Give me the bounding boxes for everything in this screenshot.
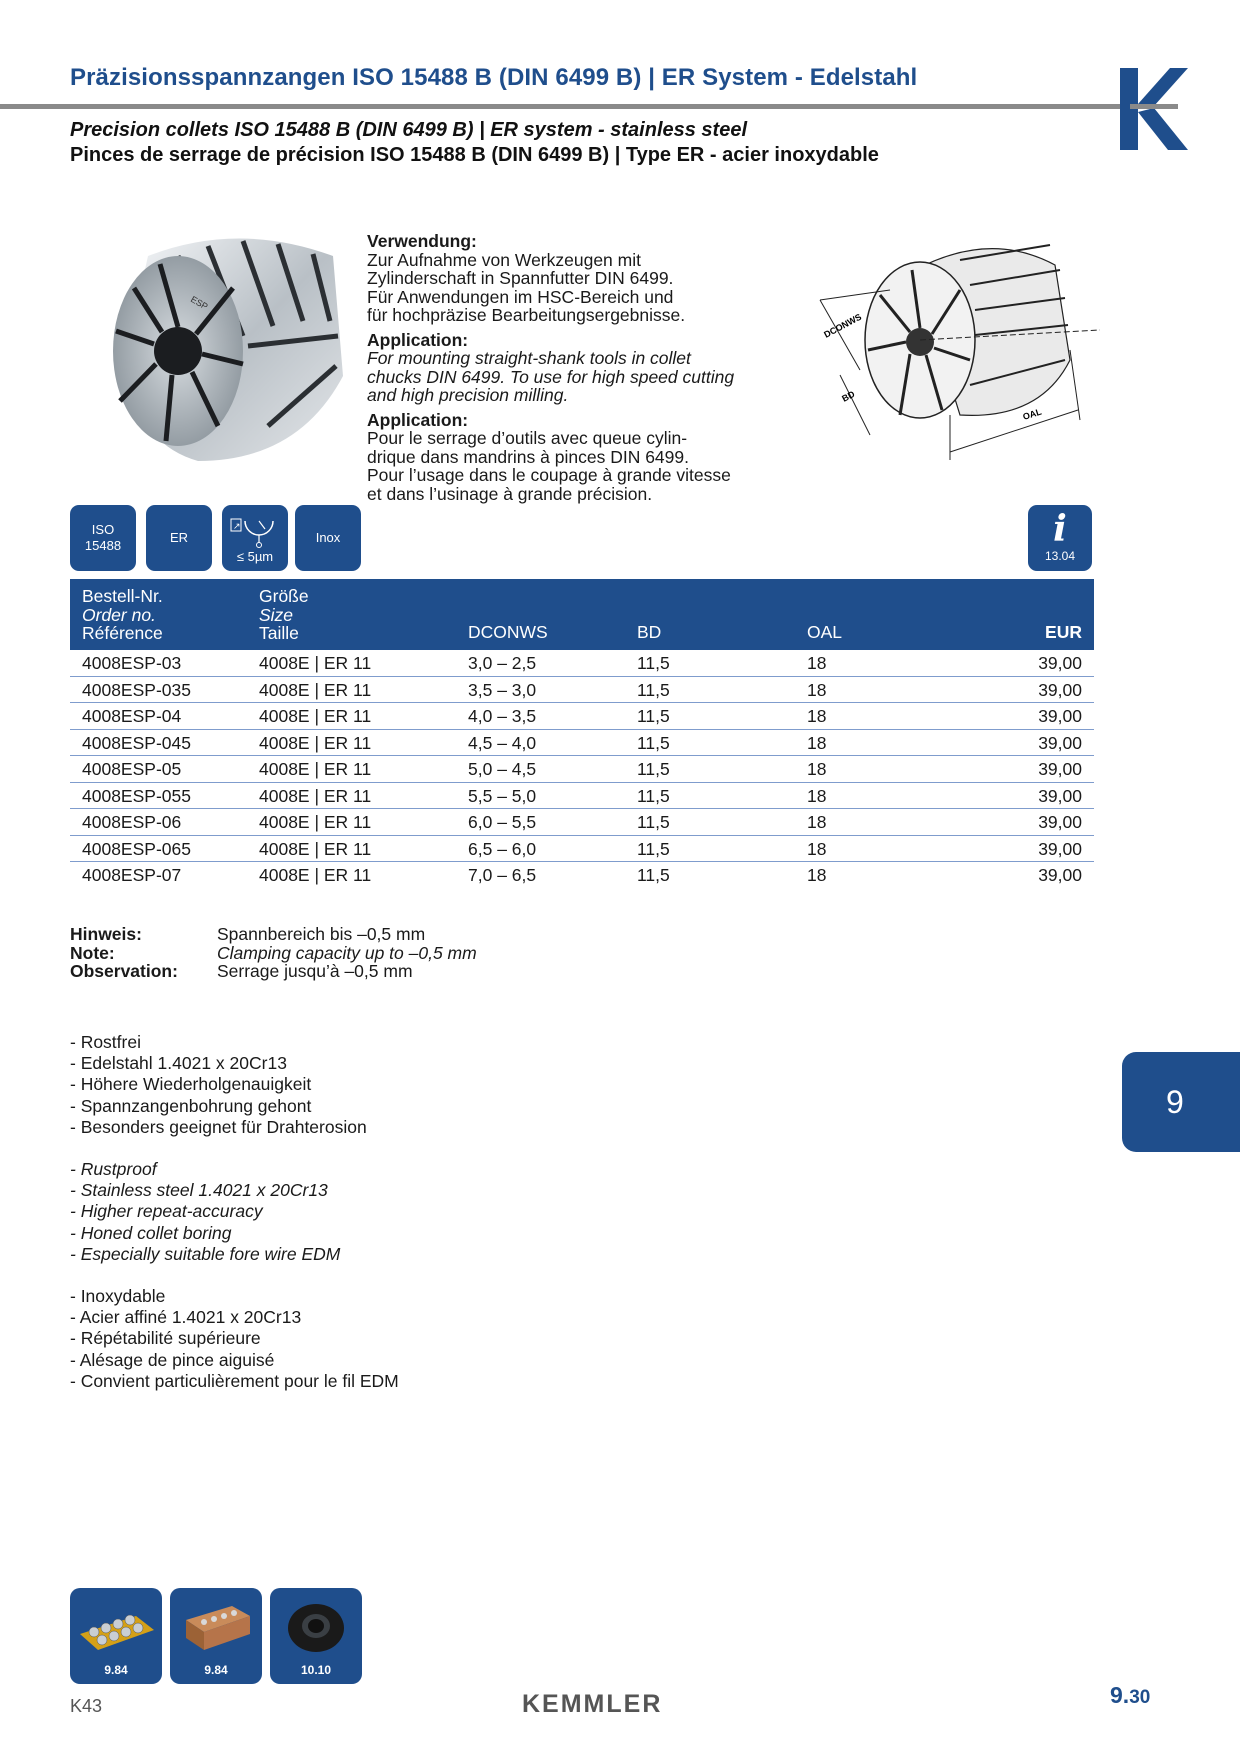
header-size-de: Größe	[259, 586, 309, 606]
note-value-de: Spannbereich bis –0,5 mm	[217, 924, 426, 944]
usage-line-en: chucks DIN 6499. To use for high speed cutting	[367, 366, 735, 387]
note-label-fr: Observation:	[70, 961, 178, 981]
usage-line-fr: Pour l’usage dans le coupage à grande vitesse	[367, 465, 731, 485]
subtitle-en: Precision collets ISO 15488 B (DIN 6499 B) | ER system - stainless steel	[70, 119, 748, 141]
info-icon: i	[1053, 508, 1067, 550]
table-row	[70, 783, 1094, 810]
feature-item: - Honed collet boring	[70, 1222, 232, 1243]
feature-item: - Inoxydable	[70, 1286, 166, 1307]
feature-item: - Besonders geeignet für Drahterosion	[70, 1116, 367, 1137]
collet-marking: ESP	[189, 294, 210, 312]
page-main: 9.	[1110, 1682, 1130, 1708]
cell-bd: 11,5	[637, 653, 670, 673]
subtitle-fr: Pinces de serrage de précision ISO 15488 B (DIN 6499 B) | Type ER - acier inoxydable	[70, 144, 879, 166]
cell-oal: 18	[807, 785, 827, 806]
cell-dconws: 5,5 – 5,0	[468, 785, 537, 806]
feature-item: - Higher repeat-accuracy	[70, 1201, 263, 1222]
table-row	[70, 862, 1094, 889]
iso-badge-line: 15488	[84, 538, 122, 553]
header-size	[259, 587, 309, 643]
cell-size: 4008E | ER 11	[259, 838, 372, 859]
table-row	[70, 677, 1094, 704]
cell-order: 4008ESP-04	[82, 706, 182, 726]
cell-order: 4008ESP-07	[82, 865, 182, 885]
cell-oal: 18	[807, 732, 827, 753]
cell-dconws: 5,0 – 4,5	[468, 759, 537, 779]
title-divider	[0, 104, 1120, 109]
table-body	[70, 650, 1094, 889]
catalog-code: K43	[70, 1696, 103, 1716]
feature-item: - Spannzangenbohrung gehont	[70, 1095, 312, 1116]
label-oal: OAL	[1021, 406, 1043, 422]
cell-oal: 18	[807, 812, 827, 832]
usage-line-en: and high precision milling.	[367, 385, 569, 405]
header-bd: BD	[637, 622, 662, 642]
note-label-de: Hinweis:	[70, 924, 142, 944]
chapter-tab[interactable]: 9	[1122, 1052, 1240, 1152]
usage-heading-de: Verwendung:	[367, 231, 477, 251]
note-label-en: Note:	[70, 942, 115, 963]
related-clamping-nut[interactable]	[270, 1588, 362, 1684]
cell-dconws: 6,5 – 6,0	[468, 838, 537, 859]
info-badge[interactable]	[1028, 505, 1092, 571]
header-size-fr: Taille	[259, 623, 299, 643]
usage-description	[367, 232, 787, 509]
iso-badge	[70, 505, 136, 571]
usage-line-fr: drique dans mandrins à pinces DIN 6499.	[367, 446, 689, 467]
usage-line-de: Für Anwendungen im HSC-Bereich und	[367, 286, 674, 307]
cell-bd: 11,5	[637, 759, 670, 779]
header-eur: EUR	[1045, 622, 1082, 642]
cell-dconws: 4,0 – 3,5	[468, 706, 537, 726]
feature-group-de	[70, 1032, 399, 1138]
product-table	[70, 579, 1094, 889]
cell-eur: 39,00	[1038, 865, 1082, 885]
cell-size: 4008E | ER 11	[259, 865, 372, 885]
info-reference: 13.04	[1044, 549, 1076, 563]
header-dconws: DCONWS	[468, 622, 548, 642]
brand-name: KEMMLER	[522, 1690, 663, 1718]
cell-bd: 11,5	[637, 812, 670, 832]
related-collet-set[interactable]	[70, 1588, 162, 1684]
feature-item: - Alésage de pince aiguisé	[70, 1349, 275, 1370]
related-wooden-box[interactable]	[170, 1588, 262, 1684]
label-dconws: DCONWS	[822, 311, 864, 340]
feature-item: - Répétabilité supérieure	[70, 1328, 261, 1349]
cell-bd: 11,5	[637, 732, 670, 753]
table-row	[70, 756, 1094, 783]
cell-oal: 18	[807, 759, 827, 779]
cell-oal: 18	[807, 653, 827, 673]
cell-order: 4008ESP-065	[82, 838, 191, 859]
cell-oal: 18	[807, 838, 827, 859]
feature-item: - Stainless steel 1.4021 x 20Cr13	[70, 1180, 328, 1201]
cell-size: 4008E | ER 11	[259, 759, 372, 779]
cell-order: 4008ESP-055	[82, 785, 191, 806]
table-row	[70, 836, 1094, 863]
cell-order: 4008ESP-06	[82, 812, 182, 832]
note-value-fr: Serrage jusqu’à –0,5 mm	[217, 961, 413, 981]
cell-eur: 39,00	[1038, 732, 1082, 753]
header-size-en: Size	[259, 604, 294, 625]
feature-item: - Rustproof	[70, 1159, 157, 1180]
cell-size: 4008E | ER 11	[259, 706, 372, 726]
feature-item: - Convient particulièrement pour le fil EDM	[70, 1370, 399, 1391]
dimension-drawing	[810, 230, 1100, 480]
header-order-de: Bestell-Nr.	[82, 586, 163, 606]
feature-item: - Rostfrei	[70, 1032, 141, 1052]
header-order-en: Order no.	[82, 604, 156, 625]
cell-dconws: 4,5 – 4,0	[468, 732, 537, 753]
usage-line-fr: et dans l’usinage à grande précision.	[367, 483, 653, 504]
cell-size: 4008E | ER 11	[259, 812, 372, 832]
usage-line-de: Zylinderschaft in Spannfutter DIN 6499.	[367, 268, 674, 288]
cell-bd: 11,5	[637, 679, 670, 700]
feature-group-fr	[70, 1286, 399, 1392]
usage-heading-fr: Application:	[367, 409, 469, 430]
feature-item: - Höhere Wiederholgenauigkeit	[70, 1074, 312, 1095]
cell-bd: 11,5	[637, 706, 670, 726]
table-header	[70, 579, 1094, 650]
cell-size: 4008E | ER 11	[259, 653, 372, 673]
feature-item: - Especially suitable fore wire EDM	[70, 1243, 341, 1264]
header-order	[82, 587, 163, 643]
dial-gauge-icon	[227, 515, 283, 549]
related-ref: 9.84	[104, 1663, 128, 1677]
usage-line-de: für hochpräzise Bearbeitungsergebnisse.	[367, 305, 686, 325]
related-ref: 9.84	[204, 1663, 228, 1677]
table-row	[70, 650, 1094, 677]
iso-badge-line: ISO	[91, 522, 115, 537]
cell-order: 4008ESP-045	[82, 732, 191, 753]
cell-eur: 39,00	[1038, 838, 1082, 859]
usage-line-fr: Pour le serrage d’outils avec queue cylin-	[367, 428, 688, 448]
table-row	[70, 730, 1094, 757]
wooden-box-icon	[176, 1594, 256, 1656]
collet-set-tray-icon	[76, 1594, 156, 1656]
runout-value: ≤ 5µm	[236, 549, 274, 564]
cell-eur: 39,00	[1038, 759, 1082, 779]
cell-eur: 39,00	[1038, 653, 1082, 673]
cell-eur: 39,00	[1038, 785, 1082, 806]
cell-dconws: 3,5 – 3,0	[468, 679, 537, 700]
feature-item: - Acier affiné 1.4021 x 20Cr13	[70, 1307, 302, 1328]
runout-symbol: ↗	[233, 522, 241, 532]
cell-oal: 18	[807, 865, 827, 885]
cell-size: 4008E | ER 11	[259, 679, 372, 700]
cell-oal: 18	[807, 706, 827, 726]
cell-order: 4008ESP-03	[82, 653, 182, 673]
clamping-nut-icon	[276, 1594, 356, 1656]
cell-dconws: 6,0 – 5,5	[468, 812, 537, 832]
cell-dconws: 3,0 – 2,5	[468, 653, 537, 673]
cell-dconws: 7,0 – 6,5	[468, 865, 537, 885]
er-badge: ER	[146, 505, 212, 571]
cell-bd: 11,5	[637, 865, 670, 885]
cell-eur: 39,00	[1038, 812, 1082, 832]
label-bd: BD	[840, 388, 857, 404]
header-oal: OAL	[807, 622, 843, 642]
cell-bd: 11,5	[637, 838, 670, 859]
cell-oal: 18	[807, 679, 827, 700]
page-sub: 30	[1129, 1687, 1151, 1708]
kemmler-logo	[1120, 68, 1188, 150]
page-number	[1110, 1682, 1150, 1709]
cell-size: 4008E | ER 11	[259, 732, 372, 753]
table-row	[70, 703, 1094, 730]
usage-heading-en: Application:	[367, 329, 469, 350]
header-order-fr: Référence	[82, 623, 163, 643]
related-ref: 10.10	[300, 1663, 332, 1677]
collet-photo	[68, 226, 358, 476]
cell-order: 4008ESP-05	[82, 759, 182, 779]
table-row	[70, 809, 1094, 836]
runout-tolerance-badge	[222, 505, 288, 571]
cell-order: 4008ESP-035	[82, 679, 191, 700]
feature-item: - Edelstahl 1.4021 x 20Cr13	[70, 1053, 287, 1074]
feature-group-en	[70, 1159, 399, 1265]
cell-size: 4008E | ER 11	[259, 785, 372, 806]
usage-line-en: For mounting straight-shank tools in collet	[367, 348, 691, 368]
page-title: Präzisionsspannzangen ISO 15488 B (DIN 6499 B) | ER System - Edelstahl	[70, 64, 918, 91]
note-value-en: Clamping capacity up to –0,5 mm	[217, 942, 477, 963]
cell-eur: 39,00	[1038, 706, 1082, 726]
feature-list	[70, 1032, 399, 1413]
inox-badge: Inox	[295, 505, 361, 571]
cell-eur: 39,00	[1038, 679, 1082, 700]
usage-line-de: Zur Aufnahme von Werkzeugen mit	[367, 249, 641, 270]
cell-bd: 11,5	[637, 785, 670, 806]
